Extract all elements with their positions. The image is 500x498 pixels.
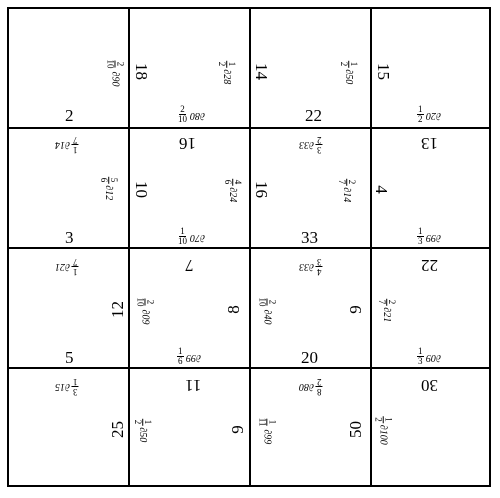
edge-fraction: 2 10 ∂40 [257, 297, 278, 325]
edge-number: 7 [185, 256, 194, 275]
edge-number: 25 [108, 421, 127, 438]
edge-fraction: 3 1 ∂15 [55, 377, 78, 397]
edge-fraction: 1 2 ∂100 [373, 417, 394, 445]
puzzle-grid [7, 7, 491, 487]
edge-fraction: 1 11 ∂99 [257, 417, 278, 445]
edge-number: 20 [301, 348, 318, 367]
edge-fraction: 4 3 ∂33 [299, 257, 322, 277]
edge-number: 33 [301, 228, 318, 247]
edge-fraction: 1 7 ∂14 [55, 135, 78, 155]
edge-number: 13 [421, 134, 438, 153]
edge-fraction: 1 7 ∂21 [55, 257, 78, 277]
edge-number: 12 [108, 301, 127, 318]
edge-fraction: 2 7 ∂21 [377, 299, 398, 323]
edge-fraction: 2 10 ∂09 [135, 297, 156, 325]
edge-fraction: 2 10 ∂80 [178, 104, 205, 124]
edge-fraction: 1 2 ∂50 [133, 419, 154, 443]
grid-line [9, 127, 489, 129]
edge-fraction: 1 2 ∂50 [339, 61, 360, 85]
edge-number: 30 [421, 376, 438, 395]
edge-number: 50 [346, 421, 365, 438]
edge-number: 4 [371, 185, 391, 194]
edge-fraction: 1 3 ∂99 [418, 226, 441, 246]
edge-fraction: 2 7 ∂14 [337, 179, 358, 203]
edge-fraction: 3 2 ∂33 [299, 135, 322, 155]
edge-number: 22 [305, 106, 322, 125]
edge-number: 9 [345, 305, 365, 314]
edge-number: 8 [223, 305, 243, 314]
edge-number: 22 [421, 256, 438, 275]
edge-fraction: 1 10 ∂70 [178, 226, 205, 246]
edge-number: 3 [65, 228, 74, 247]
edge-number: 2 [65, 106, 74, 125]
edge-fraction: 4 6 ∂24 [223, 179, 244, 203]
edge-fraction: 1 6 ∂99 [178, 346, 201, 366]
edge-number: 14 [252, 63, 271, 80]
edge-number: 5 [65, 348, 74, 367]
edge-number: 10 [132, 181, 151, 198]
edge-fraction: 1 2 ∂28 [217, 61, 238, 85]
edge-fraction: 1 2 ∂20 [418, 104, 441, 124]
edge-fraction: 2 10 ∂90 [105, 59, 126, 87]
edge-number: 15 [374, 63, 393, 80]
edge-number: 18 [132, 63, 151, 80]
edge-fraction: 1 3 ∂09 [418, 346, 441, 366]
edge-number: 9 [227, 425, 247, 434]
edge-fraction: 8 2 ∂80 [299, 377, 322, 397]
edge-number: 11 [185, 376, 202, 395]
grid-line [9, 247, 489, 249]
edge-number: 16 [252, 181, 271, 198]
edge-number: 16 [179, 134, 196, 153]
grid-line [9, 367, 489, 369]
edge-fraction: 5 6 ∂12 [99, 177, 120, 201]
